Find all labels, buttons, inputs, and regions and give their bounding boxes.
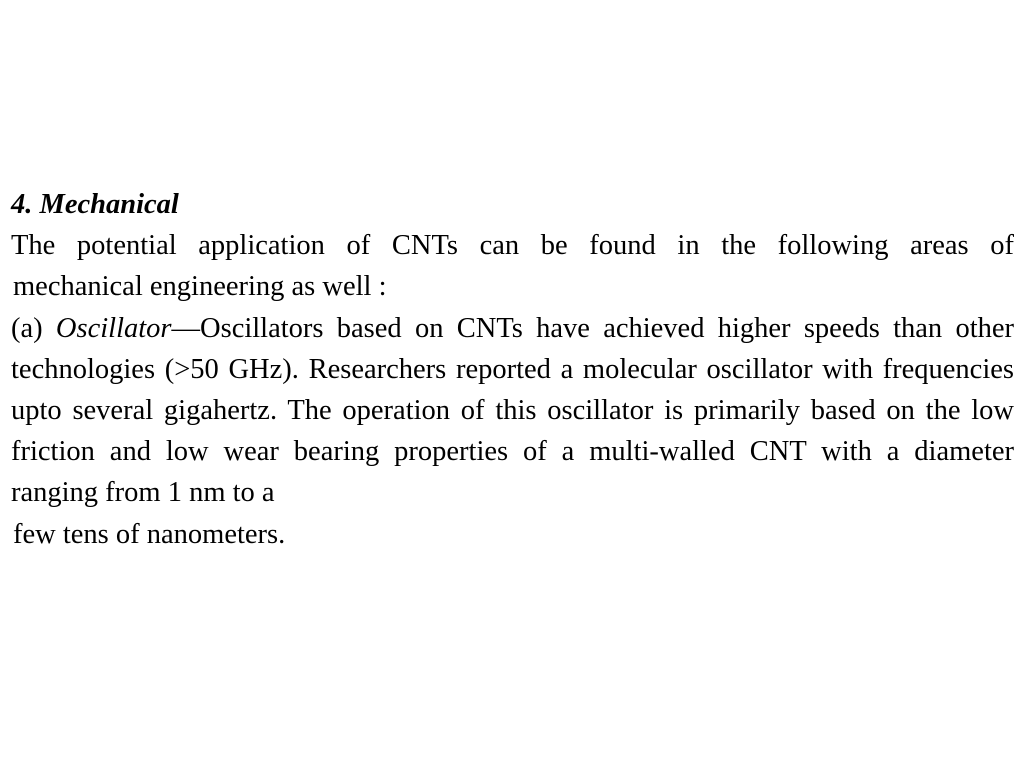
item-a-term: Oscillator — [55, 312, 172, 344]
intro-line-1: The potential application of CNTs can be found in the following areas of — [11, 230, 1014, 262]
intro-paragraph — [11, 225, 1014, 307]
slide-content — [11, 184, 1014, 555]
item-a-paragraph — [11, 308, 1014, 514]
item-a-body: Oscillators based on CNTs have achieved higher speeds than other technologies (>50 GHz). Researchers reported a molecular oscillator with frequencies upto several gigahertz. The operation of this oscillator is primarily based on the low friction and low wear bearing properties of a multi-walled CNT with a diameter ranging from 1 nm to a — [11, 312, 1014, 509]
section-heading: 4. Mechanical — [11, 189, 179, 220]
item-a-dash: — — [171, 312, 201, 344]
item-a-last-line: few tens of nanometers. — [13, 518, 286, 550]
item-a-marker: (a) — [11, 312, 43, 344]
intro-line-2: mechanical engineering as well : — [13, 271, 387, 303]
